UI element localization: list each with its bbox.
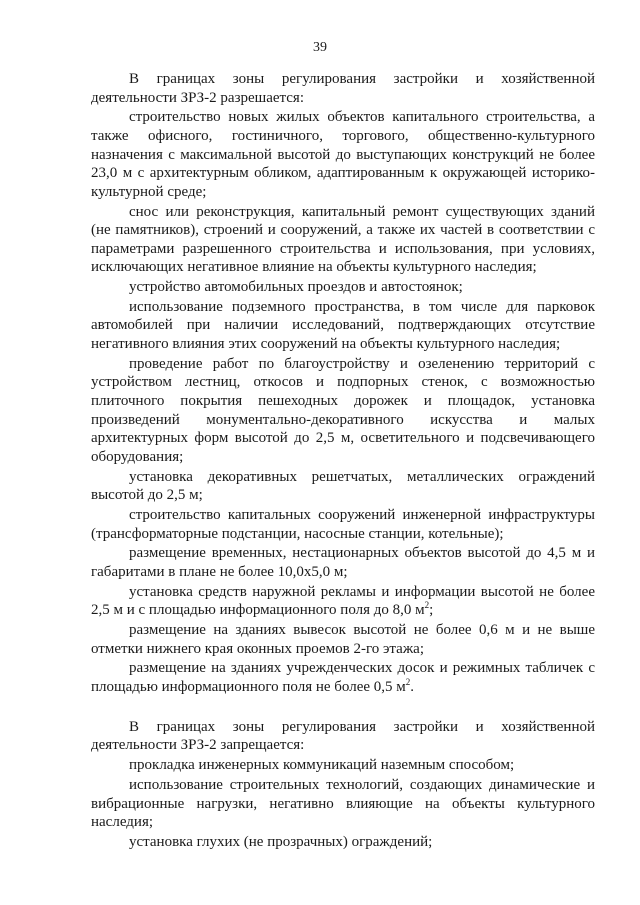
advertising-tail: ; xyxy=(429,602,434,619)
forbidden-item: прокладка инженерных коммуникаций наземным способом; xyxy=(129,757,515,774)
section-spacer xyxy=(91,698,595,718)
square-exponent: 2 xyxy=(424,600,430,611)
allowed-item: использование подземного пространства, в том числе для парковок автомобилей при наличии исследований, подтверждающих отсутствие негативного влияния этих сооружений на объекты культурного наследия; xyxy=(91,298,595,353)
allowed-item-advertising xyxy=(91,583,595,620)
allowed-item-signs: размещение на зданиях вывесок высотой не более 0,6 м и не выше отметки нижнего края оконных проемов 2-го этажа; xyxy=(91,622,595,657)
page-number: 39 xyxy=(313,40,327,55)
allowed-item: строительство капитальных сооружений инженерной инфраструктуры (трансформаторные подстанции, насосные станции, котельные); xyxy=(91,506,595,542)
boards-text: размещение на зданиях учрежденческих досок и режимных табличек с площадью информационного поля не более 0,5 м xyxy=(91,660,595,696)
boards-tail: . xyxy=(410,679,415,696)
square-exponent: 2 xyxy=(405,677,411,688)
allowed-item: размещение временных, нестационарных объектов высотой до 4,5 м и габаритами в плане не более 10,0х5,0 м; xyxy=(91,545,595,580)
section-allowed-intro: В границах зоны регулирования застройки и хозяйственной деятельности ЗРЗ-2 разрешается: xyxy=(91,71,595,106)
advertising-text: установка средств наружной рекламы и информации высотой не более 2,5 м и с площадью информационного поля до 8,0 м xyxy=(91,583,595,619)
forbidden-item: использование строительных технологий, создающих динамические и вибрационные нагрузки, негативно влияющие на объекты культурного наследия; xyxy=(91,777,595,831)
allowed-item: проведение работ по благоустройству и озеленению территорий с устройством лестниц, откосов и подпорных стенок, с возможностью плиточного покрытия пешеходных дорожек и площадок, установка произведений монументально-декоративного искусства и малых архитектурных форм высотой до 2,5 м, осветительного и подсвечивающего оборудования; xyxy=(91,355,595,465)
allowed-item-boards xyxy=(91,659,595,696)
forbidden-item: установка глухих (не прозрачных) ограждений; xyxy=(129,833,433,850)
section-forbidden-intro: В границах зоны регулирования застройки и хозяйственной деятельности ЗРЗ-2 запрещается: xyxy=(91,718,595,754)
allowed-item: снос или реконструкция, капитальный ремонт существующих зданий (не памятников), строений и сооружений, а также их частей в соответствии с параметрами разрешенного строительства и использования, при условиях, исключающих негативное влияние на объекты культурного наследия; xyxy=(91,203,595,276)
document-body xyxy=(91,70,595,853)
allowed-item: установка декоративных решетчатых, металлических ограждений высотой до 2,5 м; xyxy=(91,468,595,504)
allowed-item: устройство автомобильных проездов и автостоянок; xyxy=(129,279,463,296)
allowed-item: строительство новых жилых объектов капитального строительства, а также офисного, гостиничного, торгового, общественно-культурного назначения с максимальной высотой до выступающих конструкций не более 23,0 м с архитектурным обликом, адаптированным к окружающей историко-культурной среде; xyxy=(91,109,595,200)
